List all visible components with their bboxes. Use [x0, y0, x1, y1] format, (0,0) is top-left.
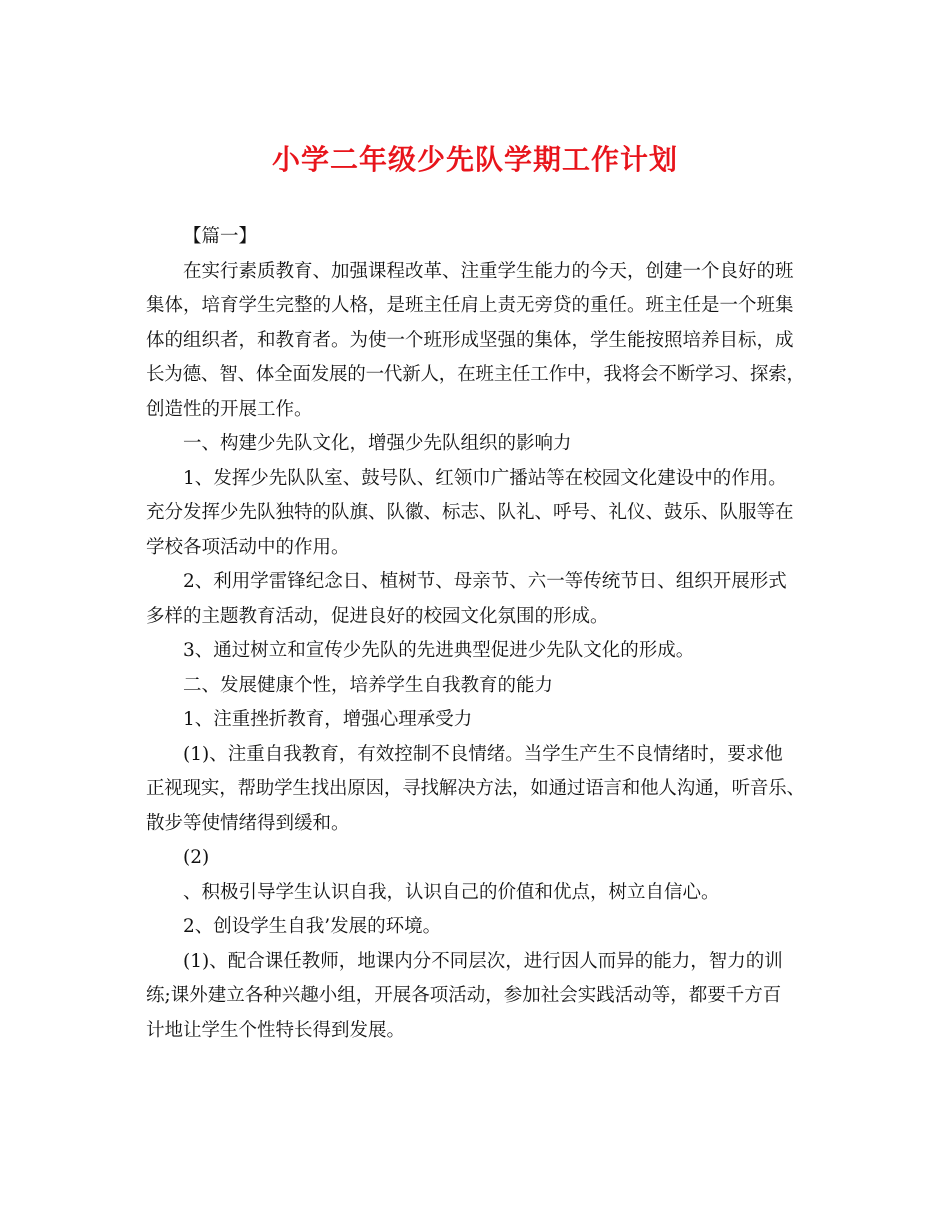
paragraph-line: 3、通过树立和宣传少先队的先进典型促进少先队文化的形成。 [183, 640, 695, 661]
document-body [146, 220, 818, 1048]
paragraph-line: 体的组织者，和教育者。为使一个班形成坚强的集体，学生能按照培养目标，成 [146, 329, 794, 351]
paragraph-line: 创造性的开展工作。 [146, 398, 313, 420]
paragraph-line: 散步等使情绪得到缓和。 [146, 812, 350, 834]
paragraph-line: 长为德、智、体全面发展的一代新人，在班主任工作中，我将会不断学习、探索， [146, 364, 805, 385]
section-heading: 一、构建少先队文化，增强少先队组织的影响力 [183, 433, 572, 454]
document-title: 小学二年级少先队学期工作计划 [271, 143, 678, 176]
section-heading: 二、发展健康个性，培养学生自我教育的能力 [183, 674, 554, 696]
paragraph-line: 【篇一】 [183, 226, 258, 247]
paragraph-line: 1、发挥少先队队室、鼓号队、红领巾广播站等在校园文化建设中的作用。 [183, 467, 787, 489]
paragraph-line: 计地让学生个性特长得到发展。 [146, 1019, 406, 1041]
paragraph-line: 多样的主题教育活动，促进良好的校园文化氛围的形成。 [146, 605, 609, 627]
paragraph-line: (2) [183, 847, 210, 868]
paragraph-line: 2、利用学雷锋纪念日、植树节、母亲节、六一等传统节日、组织开展形式 [183, 571, 787, 592]
paragraph-line: 2、创设学生自我’发展的环境。 [183, 916, 442, 937]
paragraph-line: 在实行素质教育、加强课程改革、注重学生能力的今天，创建一个良好的班 [183, 260, 794, 282]
paragraph-line: 、积极引导学生认识自我，认识自己的价值和优点，树立自信心。 [183, 881, 720, 903]
paragraph-line: 充分发挥少先队独特的队旗、队徽、标志、队礼、呼号、礼仪、鼓乐、队服等在 [146, 502, 794, 523]
paragraph-line: 学校各项活动中的作用。 [146, 536, 350, 558]
paragraph-line: 正视现实，帮助学生找出原因，寻找解决方法，如通过语言和他人沟通，听音乐、 [146, 778, 805, 799]
paragraph-line: 1、注重挫折教育，增强心理承受力 [183, 709, 473, 730]
paragraph-line: (1)、注重自我教育，有效控制不良情绪。当学生产生不良情绪时，要求他 [183, 743, 783, 765]
paragraph-line: 集体，培育学生完整的人格，是班主任肩上责无旁贷的重任。班主任是一个班集 [146, 295, 794, 316]
paragraph-line: (1)、配合课任教师，地课内分不同层次，进行因人而异的能力，智力的训 [183, 950, 783, 972]
paragraph-line: 练;课外建立各种兴趣小组，开展各项活动，参加社会实践活动等，都要千方百 [146, 985, 782, 1006]
